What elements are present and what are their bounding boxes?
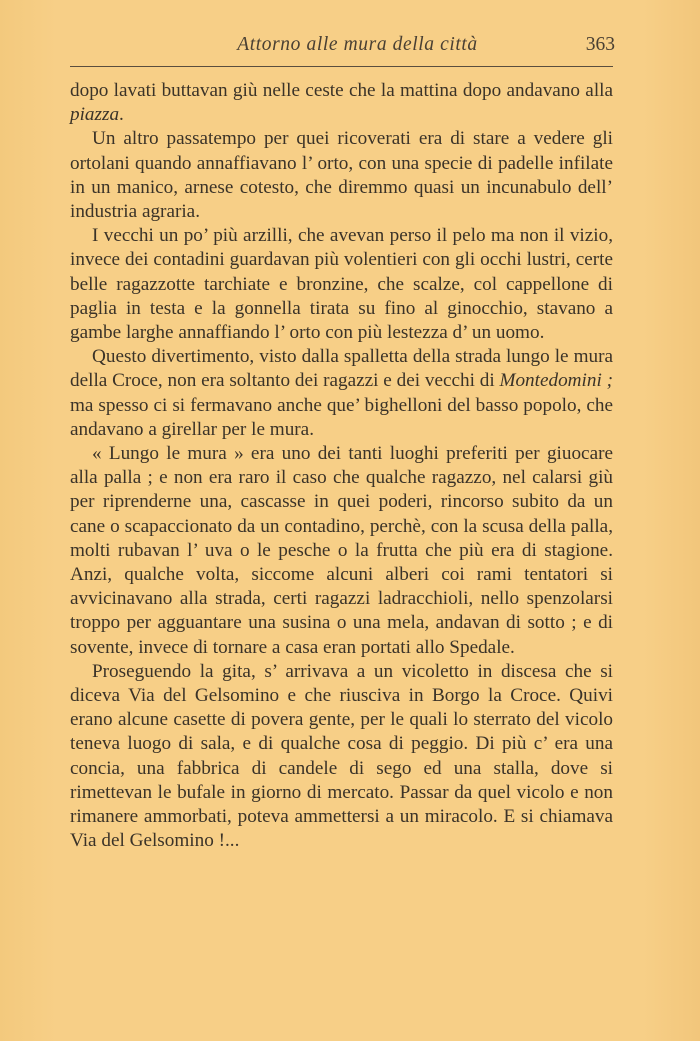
running-title: Attorno alle mura della città <box>237 34 478 55</box>
paragraph-1-text-b: . <box>119 104 124 126</box>
italic-word-piazza: piazza <box>70 104 120 126</box>
paragraph-1-text-a: dopo lavati buttavan giù nelle ceste che la mattina dopo andavano alla <box>70 80 613 101</box>
page-header <box>70 34 615 64</box>
paragraph-6: Proseguendo la gita, s’ arrivava a un vicoletto in discesa che si diceva Via del Gelsomino e che riusciva in Borgo la Croce. Quivi erano alcune casette di povera gente, per le quali lo sterrato del vicolo teneva luogo di sala, e di qualche cosa di peggio. Di più c’ era una concia, una fabbrica di candele di sego ed una stalla, dove si rimettevan le bufale in giorno di mercato. Passar da quel vicolo e non rimanere ammorbati, poteva ammettersi a un miracolo. E si chiamava Via del Gelsomino !... <box>70 660 613 852</box>
paragraph-3: I vecchi un po’ più arzilli, che avevan perso il pelo ma non il vizio, invece dei contadini guardavan più volentieri con gli occhi lustri, certe belle ragazzotte tarchiate e bronzine, che scalze, col cappellone di paglia in testa e la gonnella tirata su fino al ginocchio, stavano a gambe larghe annaffiando l’ orto con più lestezza d’ un uomo. <box>70 225 613 344</box>
paragraph-1 <box>70 79 613 127</box>
page-number: 363 <box>585 34 615 55</box>
paragraph-5: « Lungo le mura » era uno dei tanti luoghi preferiti per giuocare alla palla ; e non era raro il caso che qualche ragazzo, nel calarsi giù per riprenderne una, cascasse in quei poderi, rincorso subito da un cane o scapaccionato da un contadino, perchè, con la scusa della palla, molti rubavan l’ uva o le pesche o la frutta che più era di stagione. Anzi, qualche volta, siccome alcuni alberi coi rami tentatori si avvicinavano alla strada, certi ragazzi ladracchioli, nello spenzolarsi troppo per agguantare una susina o una mela, andavan di sotto ; e di sovente, invece di tornare a casa eran portati allo Spedale. <box>70 443 613 658</box>
body-text <box>70 79 613 854</box>
paragraph-4 <box>70 345 613 442</box>
paragraph-4-text-a: Questo divertimento, visto dalla spalletta della strada lungo le mura della Croce, non era soltanto dei ragazzi e dei vecchi di <box>70 346 613 392</box>
paragraph-4-text-b: ma spesso ci si fermavano anche que’ bighelloni del basso popolo, che andavano a girellar per le mura. <box>70 394 613 440</box>
header-rule <box>70 66 613 67</box>
paragraph-2: Un altro passatempo per quei ricoverati era di stare a vedere gli ortolani quando annaffiavano l’ orto, con una specie di padelle infilate in un manico, arnese cotesto, che diremmo quasi un incunabulo dell’ industria agraria. <box>70 128 613 223</box>
italic-word-montedomini: Montedomini ; <box>499 370 613 392</box>
